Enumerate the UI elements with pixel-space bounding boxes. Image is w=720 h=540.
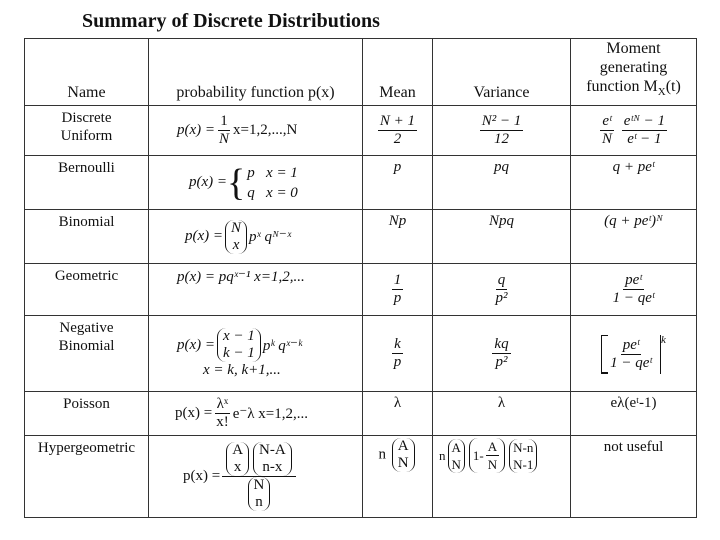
variance-uniform: $\frac{\text{N² − 1}}{12}$ [433,106,571,156]
header-row [25,39,697,106]
mean-poisson: λ [363,392,433,436]
mean-geometric: $\frac{1}{p}$ [363,264,433,316]
pf-geometric: p(x) = pqˣ⁻¹ x=1,2,... [149,264,363,316]
header-mgf: Moment generating function $M_X(t)$ [571,39,697,106]
variance-geometric: $\frac{q}{\text{p²}}$ [433,264,571,316]
pf-bernoulli: p(x) = { p x = 1 q x = 0 [149,156,363,210]
mgf-bernoulli: q + peᵗ [571,156,697,210]
name-geometric: Geometric [25,264,149,316]
page-title: Summary of Discrete Distributions [82,10,380,32]
mgf-poisson: eλ(eᵗ-1) [571,392,697,436]
row-negative-binomial [25,316,697,392]
name-binomial: Binomial [25,210,149,264]
row-hypergeometric [25,436,697,518]
variance-bernoulli: pq [433,156,571,210]
name-hypergeometric: Hypergeometric [25,436,149,518]
row-poisson [25,392,697,436]
mean-uniform: $\frac{N + 1}{2}$ [363,106,433,156]
row-geometric [25,264,697,316]
name-bernoulli: Bernoulli [25,156,149,210]
mean-hypergeometric: n A N [363,436,433,518]
pf-negative-binomial: p(x) = x − 1 k − 1 pᵏ qˣ⁻ᵏ x = k, k+1,... [149,316,363,392]
header-mean: Mean [363,39,433,106]
mean-bernoulli: p [363,156,433,210]
header-name: Name [25,39,149,106]
mgf-hypergeometric: not useful [571,436,697,518]
distributions-table [24,38,697,518]
header-variance: Variance [433,39,571,106]
row-binomial [25,210,697,264]
variance-binomial: Npq [433,210,571,264]
mgf-binomial: (q + peᵗ)ᴺ [571,210,697,264]
mgf-negative-binomial: $\frac{\text{peᵗ}}{\text{1 − qeᵗ}}$ $^k$ [571,316,697,392]
name-poisson: Poisson [25,392,149,436]
row-uniform [25,106,697,156]
pf-poisson: p(x) = $\frac{\text{λˣ}}{x!}$ e⁻λ x=1,2,... [149,392,363,436]
row-bernoulli [25,156,697,210]
header-pf: probability function p(x) [149,39,363,106]
name-negative-binomial: Negative Binomial [25,316,149,392]
pf-binomial: p(x) = N x pˣ qᴺ⁻ˣ [149,210,363,264]
mean-binomial: Np [363,210,433,264]
pf-uniform: p(x) = $\frac{1}{N}$ x=1,2,...,N [149,106,363,156]
name-uniform: Discrete Uniform [25,106,149,156]
pf-hypergeometric: p(x) = A x N-A n-x N n [149,436,363,518]
variance-poisson: λ [433,392,571,436]
variance-hypergeometric: n A N 1- $\frac{A}{N}$ N-n N-1 [433,436,571,518]
mgf-geometric: $\frac{\text{peᵗ}}{\text{1 − qeᵗ}}$ [571,264,697,316]
mgf-uniform: $\frac{\text{eᵗ}}{N}$ $\frac{\text{eᵗᴺ − 1}}{\text{eᵗ − 1}}$ [571,106,697,156]
mean-negative-binomial: $\frac{k}{p}$ [363,316,433,392]
variance-negative-binomial: $\frac{kq}{\text{p²}}$ [433,316,571,392]
